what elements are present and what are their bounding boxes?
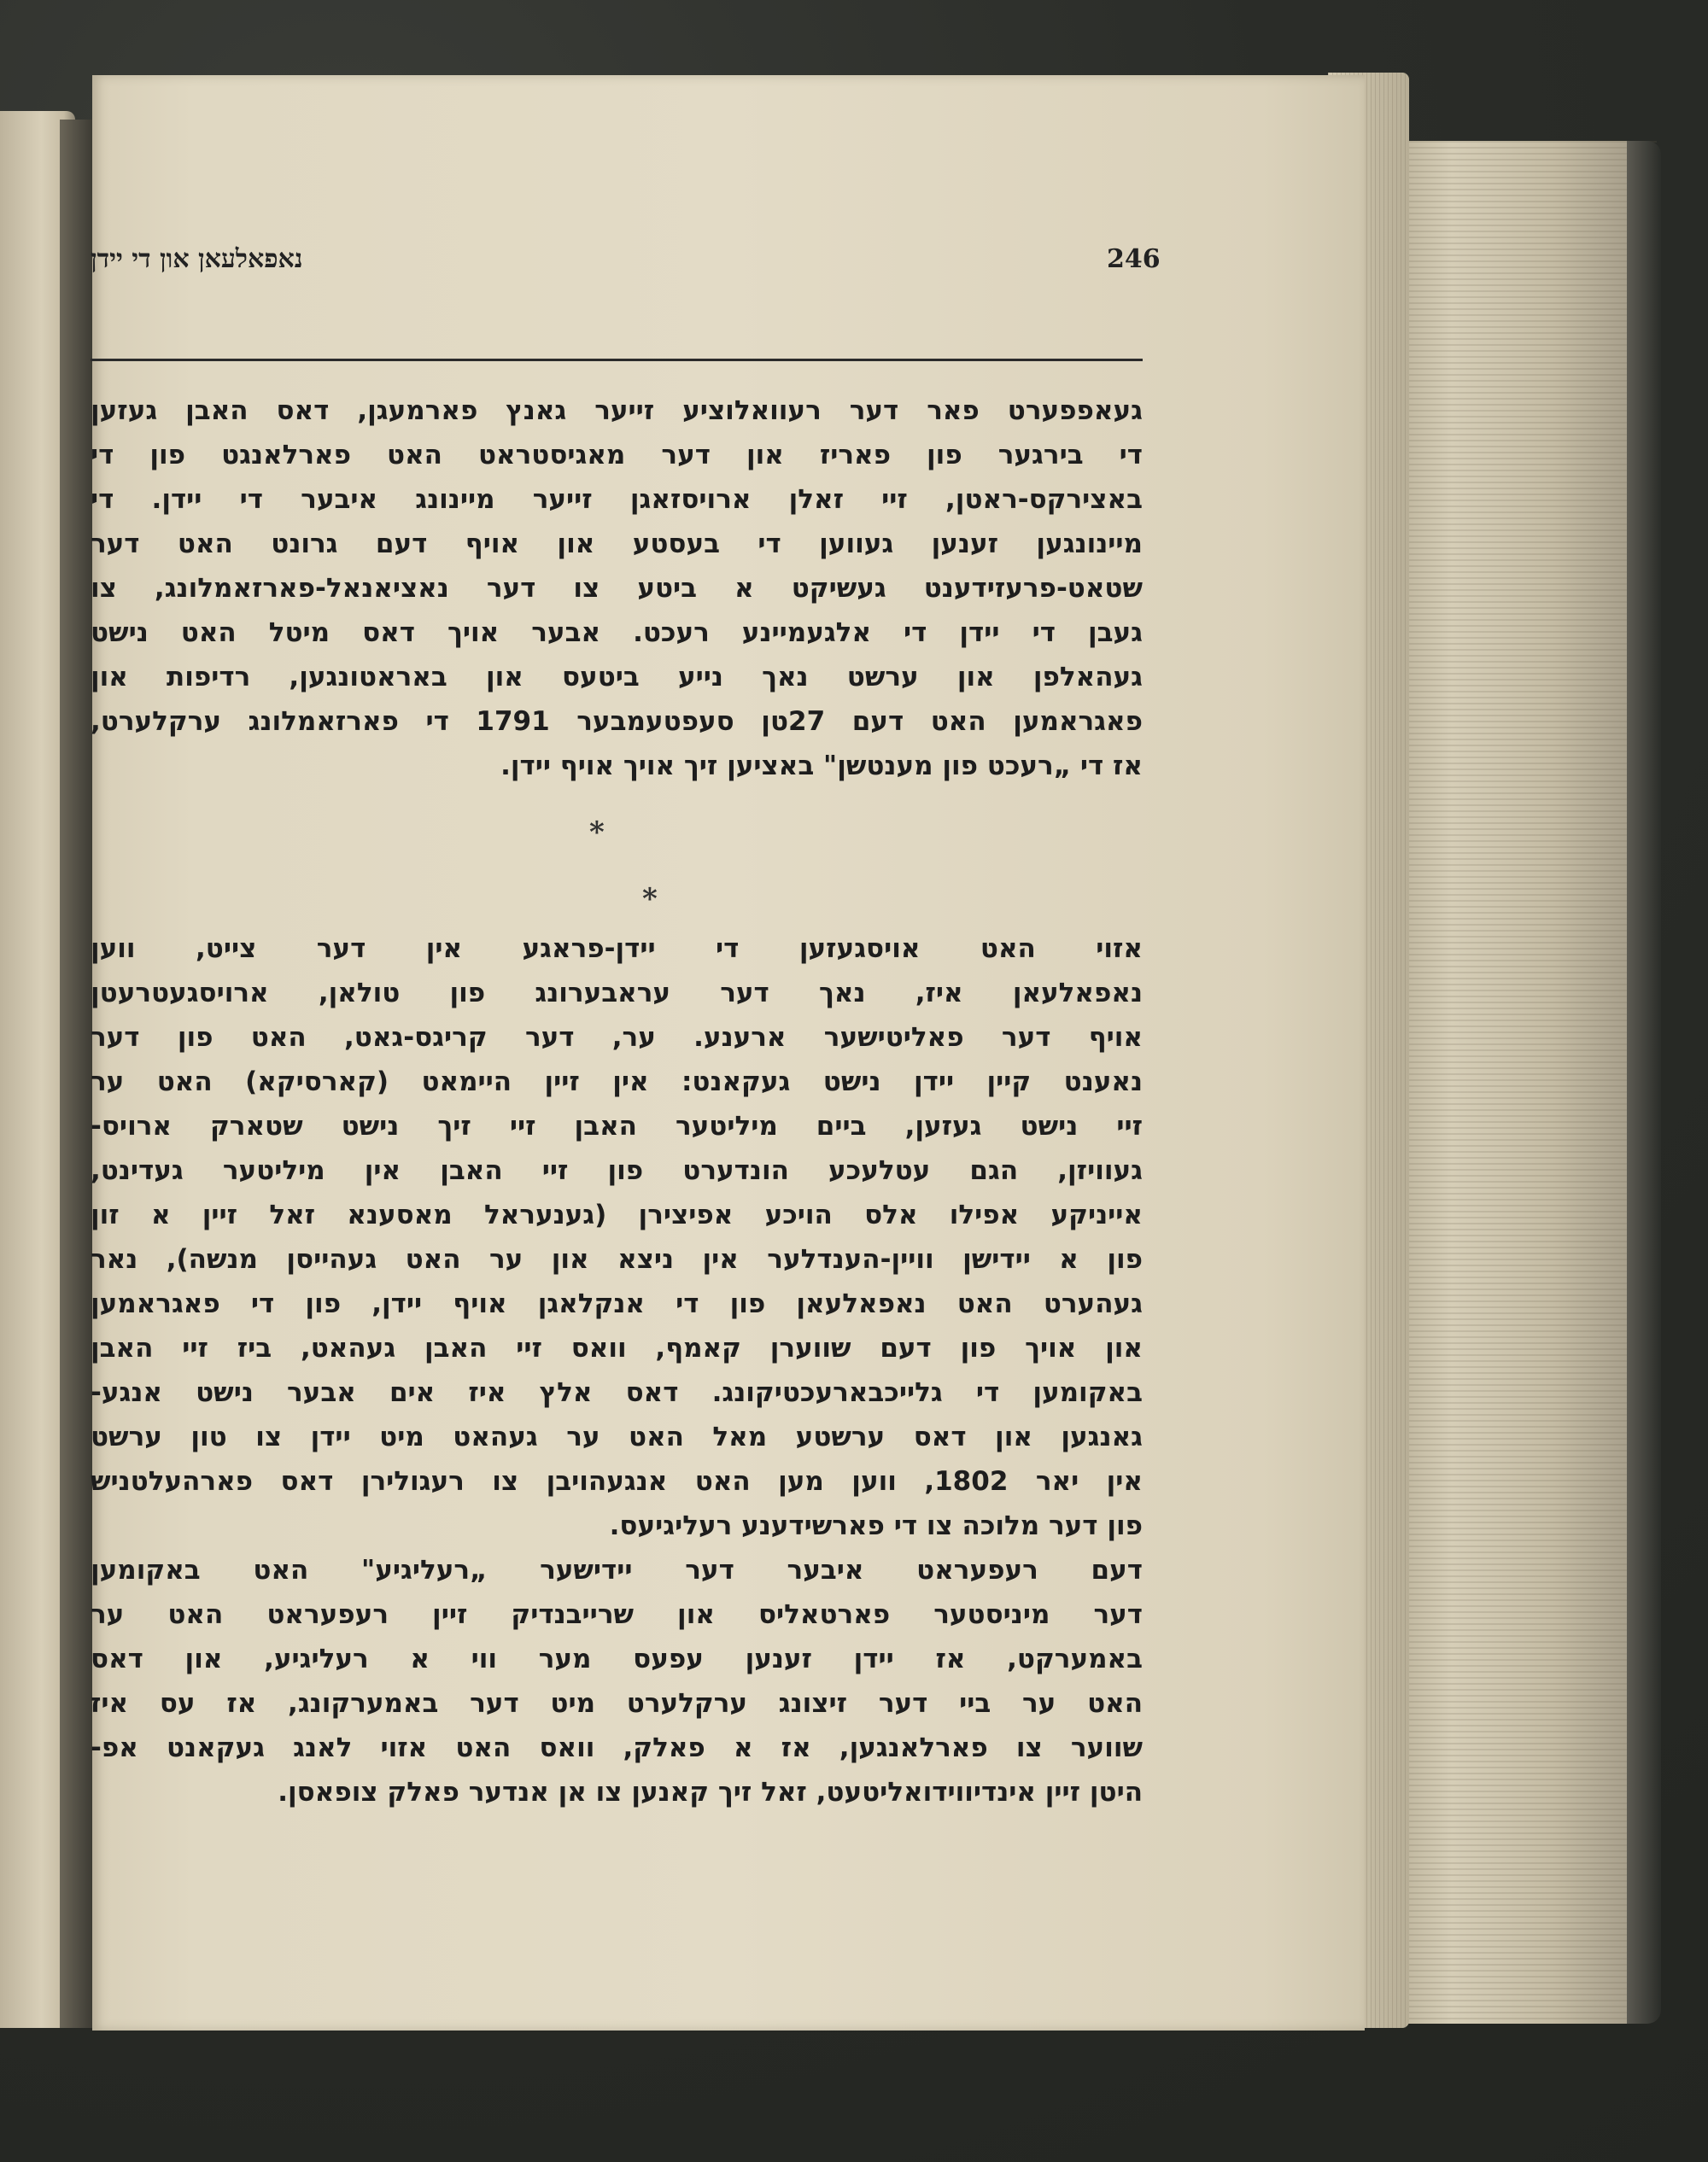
section-separator-star: * xyxy=(589,815,605,850)
text-line: זיי נישט געזען, ביים מיליטער האבן זיי זיך נישט שטארק ארויס- xyxy=(91,1111,1143,1142)
text-line: באצירקס-ראטן, זיי זאלן ארויסזאגן זייער מיינונג איבער די יידן. די xyxy=(91,484,1143,515)
book-gutter xyxy=(60,120,92,2028)
text-line: באמערקט, אז יידן זענען עפעס מער ווי א רעליגיע, און דאס xyxy=(91,1644,1143,1674)
running-title: נאפאלעאן און די יידן xyxy=(91,244,303,274)
text-line: אז די „רעכט פון מענטשן" באציען זיך אויך אויף יידן. xyxy=(500,751,1143,781)
book-block-edge xyxy=(1401,141,1657,2024)
text-line: היטן זיין אינדיווידואליטעט, זאל זיך קאנען צו אן אנדער פאלק צופאסן. xyxy=(278,1777,1143,1808)
text-line: די בירגער פון פאריז און דער מאגיסטראט האט פארלאנגט פון די xyxy=(91,440,1143,470)
header-rule xyxy=(91,359,1143,361)
text-line: מיינונגען זענען געווען די בעסטע און אויף דעם גרונט האט דער xyxy=(91,529,1143,559)
section-separator-star: * xyxy=(642,882,658,916)
text-line: פון דער מלוכה צו די פארשידענע רעליגיעס. xyxy=(609,1510,1143,1541)
text-line: פאגראמען האט דעם 27טן סעפטעמבער 1791 די פארזאמלונג ערקלערט, xyxy=(91,706,1143,737)
text-line: דער מיניסטער פארטאליס און שרייבנדיק זיין רעפעראט האט ער xyxy=(91,1599,1143,1630)
book-cover-edge xyxy=(1627,141,1661,2024)
text-line: אויף דער פאליטישער ארענע. ער, דער קריגס-גאט, האט פון דער xyxy=(91,1022,1143,1053)
text-line: דעם רעפעראט איבער דער יידישער „רעליגיע" האט באקומען xyxy=(91,1555,1143,1586)
paragraph-2 xyxy=(91,926,1143,1814)
text-line: געוויזן, הגם עטלעכע הונדערט פון זיי האבן אין מיליטער געדינט, xyxy=(91,1155,1143,1186)
text-line: פון א יידישן וויין-הענדלער אין ניצא און ער האט געהייסן מנשה), נאר xyxy=(91,1244,1143,1275)
text-line: געבן די יידן די אלגעמיינע רעכט. אבער אויך דאס מיטל האט נישט xyxy=(91,617,1143,648)
text-line: געאפפערט פאר דער רעוואלוציע זייער גאנץ פארמעגן, דאס האבן געזען xyxy=(91,395,1143,426)
text-line: געהאלפן און ערשט נאך נייע ביטעס און באראטונגען, רדיפות און xyxy=(91,662,1143,692)
text-line: אין יאר 1802, ווען מען האט אנגעהויבן צו רעגולירן דאס פארהעלטניש xyxy=(91,1466,1143,1497)
paragraph-1 xyxy=(91,389,1143,788)
text-line: אייניקע אפילו אלס הויכע אפיצירן (גענעראל מאסענא זאל זיין א זון xyxy=(91,1200,1143,1230)
text-line: האט ער ביי דער זיצונג ערקלערט מיט דער באמערקונג, אז עס איז xyxy=(91,1688,1143,1719)
text-line: נאענט קיין יידן נישט געקאנט: אין זיין היימאט (קארסיקא) האט ער xyxy=(91,1066,1143,1097)
text-line: שטאט-פרעזידענט געשיקט א ביטע צו דער נאציאנאל-פארזאמלונג, צו xyxy=(91,573,1143,604)
text-line: באקומען די גלייכבארעכטיקונג. דאס אלץ איז אים אבער נישט אנגע- xyxy=(91,1377,1143,1408)
text-line: אזוי האט אויסגעזען די יידן-פראגע אין דער צייט, ווען xyxy=(91,933,1143,964)
page-number: 246 xyxy=(1107,244,1161,274)
text-line: שווער צו פארלאנגען, אז א פאלק, וואס האט אזוי לאנג געקאנט אפ- xyxy=(91,1733,1143,1763)
text-line: און אויך פון דעם שווערן קאמף, וואס זיי האבן געהאט, ביז זיי האבן xyxy=(91,1333,1143,1364)
page-header xyxy=(91,244,1161,295)
text-line: גאנגען און דאס ערשטע מאל האט ער געהאט מיט יידן צו טון ערשט xyxy=(91,1422,1143,1452)
text-line: נאפאלעאן איז, נאך דער עראבערונג פון טולאן, ארויסגעטרעטן xyxy=(91,978,1143,1008)
text-line: געהערט האט נאפאלעאן פון די אנקלאגן אויף יידן, פון די פאגראמען xyxy=(91,1288,1143,1319)
